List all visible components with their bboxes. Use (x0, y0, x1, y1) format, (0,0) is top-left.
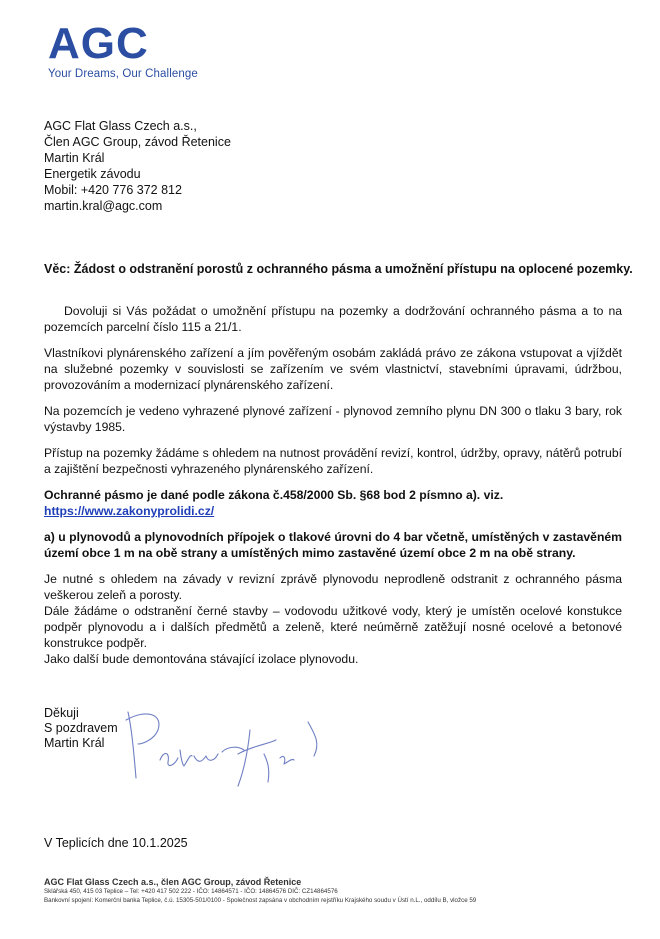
paragraph-insulation: Jako další bude demontována stávající izolace plynovodu. (44, 652, 359, 666)
law-link[interactable]: https://www.zakonyprolidi.cz/ (44, 504, 215, 518)
company-logo (48, 19, 198, 80)
sender-role: Energetik závodu (44, 167, 141, 181)
logo-tagline: Your Dreams, Our Challenge (48, 68, 198, 80)
sender-email: martin.kral@agc.com (44, 199, 163, 213)
footer-company: AGC Flat Glass Czech a.s., člen AGC Group, závod Řetenice (44, 877, 302, 887)
footer-bank: Bankovní spojení: Komerční banka Teplice, č.ú. 15305-501/0100 - Společnost zapsána v obchodním rejstříku Krajského soudu v Ústí n.L., oddílu B, vložce 59 (44, 897, 477, 904)
sender-phone: Mobil: +420 776 372 812 (44, 183, 182, 197)
sender-name: Martin Král (44, 151, 105, 165)
paragraph-illegal-structure: Dále žádáme o odstranění černé stavby – vodovodu užitkové vody, který je umístěn ocelové konstukce podpěr plynovodu a i dalších předmětů a zeleně, které neúměrně zatěžují nosné ocelové a betonové konstrukce podpěr. (44, 604, 622, 650)
paragraph-remove-vegetation: Je nutné s ohledem na závady v revizní zprávě plynovodu neprodleně odstranit z ochranného pásma veškerou zeleň a porosty. (44, 572, 622, 602)
letter-subject: Věc: Žádost o odstranění porostů z ochranného pásma a umožnění přístupu na oplocené pozemky. (44, 262, 633, 276)
sender-block (44, 118, 231, 214)
closing-regards: S pozdravem (44, 721, 118, 735)
paragraph-access-request: Dovoluji si Vás požádat o umožnění přístupu na pozemky a dodržování ochranného pásma a to na pozemcích parcelní číslo 115 a 21/1. (44, 304, 622, 334)
sender-company: AGC Flat Glass Czech a.s., (44, 119, 197, 133)
logo-mark: AGC (48, 19, 149, 68)
paragraph-protection-zone (44, 487, 622, 519)
protection-zone-text: Ochranné pásmo je dané podle zákona č.458/2000 Sb. §68 bod 2 písmno a). viz. (44, 488, 504, 502)
sender-group: Člen AGC Group, závod Řetenice (44, 135, 231, 149)
letter-date: V Teplicích dne 10.1.2025 (44, 836, 188, 850)
letter-footer (44, 877, 624, 905)
closing-name: Martin Král (44, 736, 105, 750)
closing-block (44, 706, 118, 751)
closing-thanks: Děkuji (44, 706, 79, 720)
footer-address: Sklářská 450, 415 03 Teplice – Tel: +420 417 502 222 - IČO: 14864571 - IČO: 14864576 DIČ: CZ14864576 (44, 888, 338, 895)
paragraph-legal-right: Vlastníkovi plynárenského zařízení a jím pověřeným osobám zakládá právo ze zákona vstupovat a vjíždět na služebné pozemky v souvislosti se zařízením ve svém vlastnictví, stavebními úpravami, údržbou, provozováním a modernizací plynárenského zařízení. (44, 346, 622, 392)
paragraph-zone-definition: a) u plynovodů a plynovodních přípojek o tlakové úrovni do 4 bar včetně, umístěných v zastavěném území obce 1 m na obě strany a umístěných mimo zastavěné území obce 2 m na obě strany. (44, 530, 622, 560)
paragraph-gas-equipment: Na pozemcích je vedeno vyhrazené plynové zařízení - plynovod zemního plynu DN 300 o tlaku 3 bary, rok výstavby 1985. (44, 404, 622, 434)
letter-body (44, 303, 622, 667)
paragraph-access-reason: Přístup na pozemky žádáme s ohledem na nutnost provádění revizí, kontrol, údržby, opravy, nátěrů potrubí a zajištění bezpečnosti vyhrazeného plynárenského zařízení. (44, 446, 622, 476)
handwritten-signature (118, 700, 338, 790)
